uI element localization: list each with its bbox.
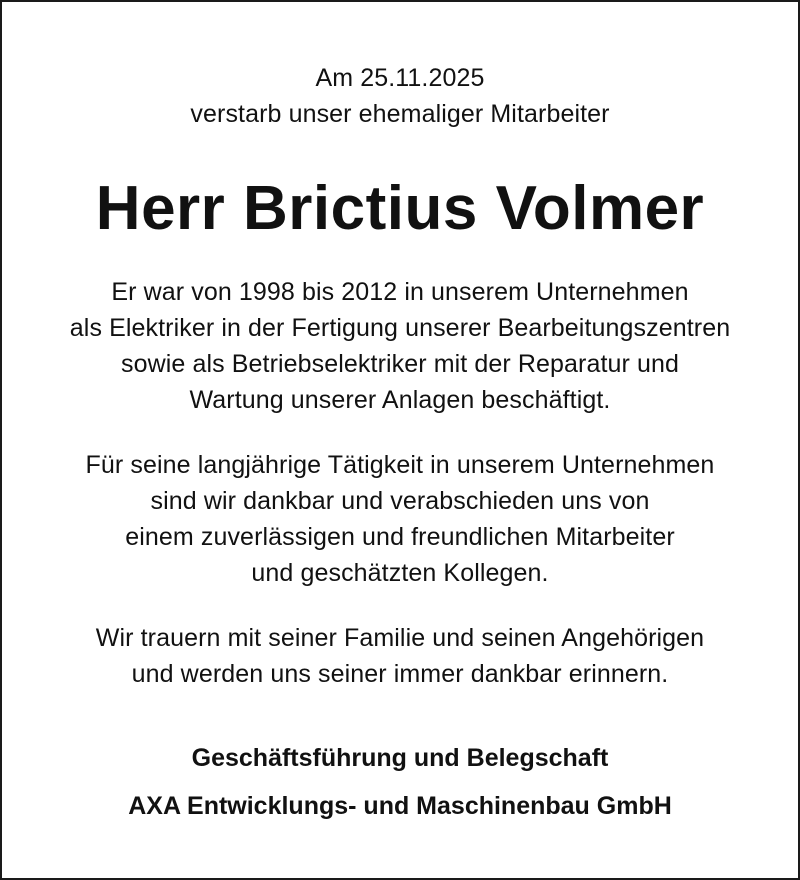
signature-line-company: AXA Entwicklungs- und Maschinenbau GmbH [128,792,672,820]
paragraph-line: als Elektriker in der Fertigung unserer Bearbeitungszentren [69,314,731,342]
subtitle-line: verstarb unser ehemaliger Mitarbeiter [190,100,610,128]
paragraph-line: sind wir dankbar und verabschieden uns von [150,487,650,515]
signature-line-staff: Geschäftsführung und Belegschaft [191,744,609,772]
paragraph-line: und werden uns seiner immer dankbar erinnern. [131,660,669,688]
paragraph-line: sowie als Betriebselektriker mit der Reparatur und [120,350,679,378]
paragraph-line: Wir trauern mit seiner Familie und seinen Angehörigen [95,624,705,652]
paragraph-line: Wartung unserer Anlagen beschäftigt. [189,386,611,414]
date-line: Am 25.11.2025 [315,64,485,92]
paragraph-line: und geschätzten Kollegen. [251,559,549,587]
deceased-name: Herr Brictius Volmer [95,174,705,243]
paragraph-line: Er war von 1998 bis 2012 in unserem Unternehmen [111,278,689,306]
paragraph-line: einem zuverlässigen und freundlichen Mitarbeiter [125,523,675,551]
paragraph-line: Für seine langjährige Tätigkeit in unserem Unternehmen [85,451,715,479]
